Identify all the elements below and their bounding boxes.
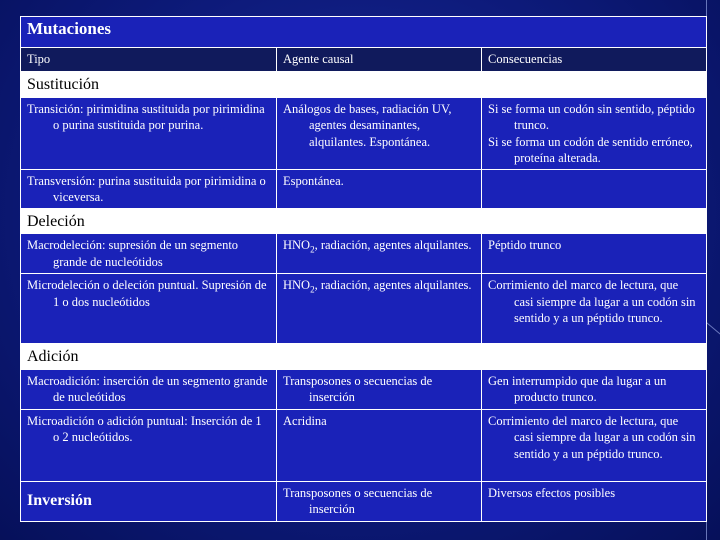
table-row [21,234,707,274]
section-inversion: Inversión [21,481,277,521]
cell-consecuencias: Diversos efectos posibles [482,481,707,521]
cell-tipo: Microdeleción o deleción puntual. Supresión de 1 o dos nucleótidos [21,274,277,344]
cell-agente: Espontánea. [277,169,482,208]
section-adicion: Adición [21,344,707,370]
cell-agente: Análogos de bases, radiación UV, agentes desaminantes, alquilantes. Espontánea. [277,97,482,169]
consecuencia-line-2: Si se forma un codón de sentido erróneo, proteína alterada. [488,134,693,165]
header-agente: Agente causal [277,48,482,72]
cell-tipo: Macrodeleción: supresión de un segmento grande de nucleótidos [21,234,277,274]
cell-consecuencias: Péptido trunco [482,234,707,274]
cell-tipo: Microadición o adición puntual: Inserción de 1 o 2 nucleótidos. [21,409,277,481]
cell-tipo: Macroadición: inserción de un segmento grande de nucleótidos [21,369,277,409]
table-row [21,274,707,344]
header-tipo: Tipo [21,48,277,72]
table-row [21,169,707,208]
cell-agente: Transposones o secuencias de inserción [277,481,482,521]
header-row [21,48,707,72]
cell-consecuencias: Gen interrumpido que da lugar a un producto trunco. [482,369,707,409]
cell-consecuencias [482,169,707,208]
cell-consecuencias [482,97,707,169]
cell-agente: $HNO_2$, radiación, agentes alquilantes. [277,234,482,274]
consecuencia-line-1: Si se forma un codón sin sentido, péptido trunco. [488,101,695,132]
cell-agente: Acridina [277,409,482,481]
cell-consecuencias: Corrimiento del marco de lectura, que casi siempre da lugar a un codón sin sentido y a un péptido trunco. [482,274,707,344]
table-row [21,369,707,409]
cell-tipo: Transversión: purina sustituida por pirimidina o viceversa. [21,169,277,208]
cell-tipo: Transición: pirimidina sustituida por pirimidina o purina sustituida por purina. [21,97,277,169]
header-consecuencias: Consecuencias [482,48,707,72]
cell-agente: Transposones o secuencias de inserción [277,369,482,409]
table-row [21,409,707,481]
table-row [21,97,707,169]
cell-agente: $HNO_2$, radiación, agentes alquilantes. [277,274,482,344]
section-delecion: Deleción [21,208,707,234]
table-row [21,481,707,521]
table-title: Mutaciones [21,17,707,48]
section-sustitucion: Sustitución [21,72,707,98]
mutations-table [20,16,707,522]
cell-consecuencias: Corrimiento del marco de lectura, que casi siempre da lugar a un codón sin sentido y a un péptido trunco. [482,409,707,481]
